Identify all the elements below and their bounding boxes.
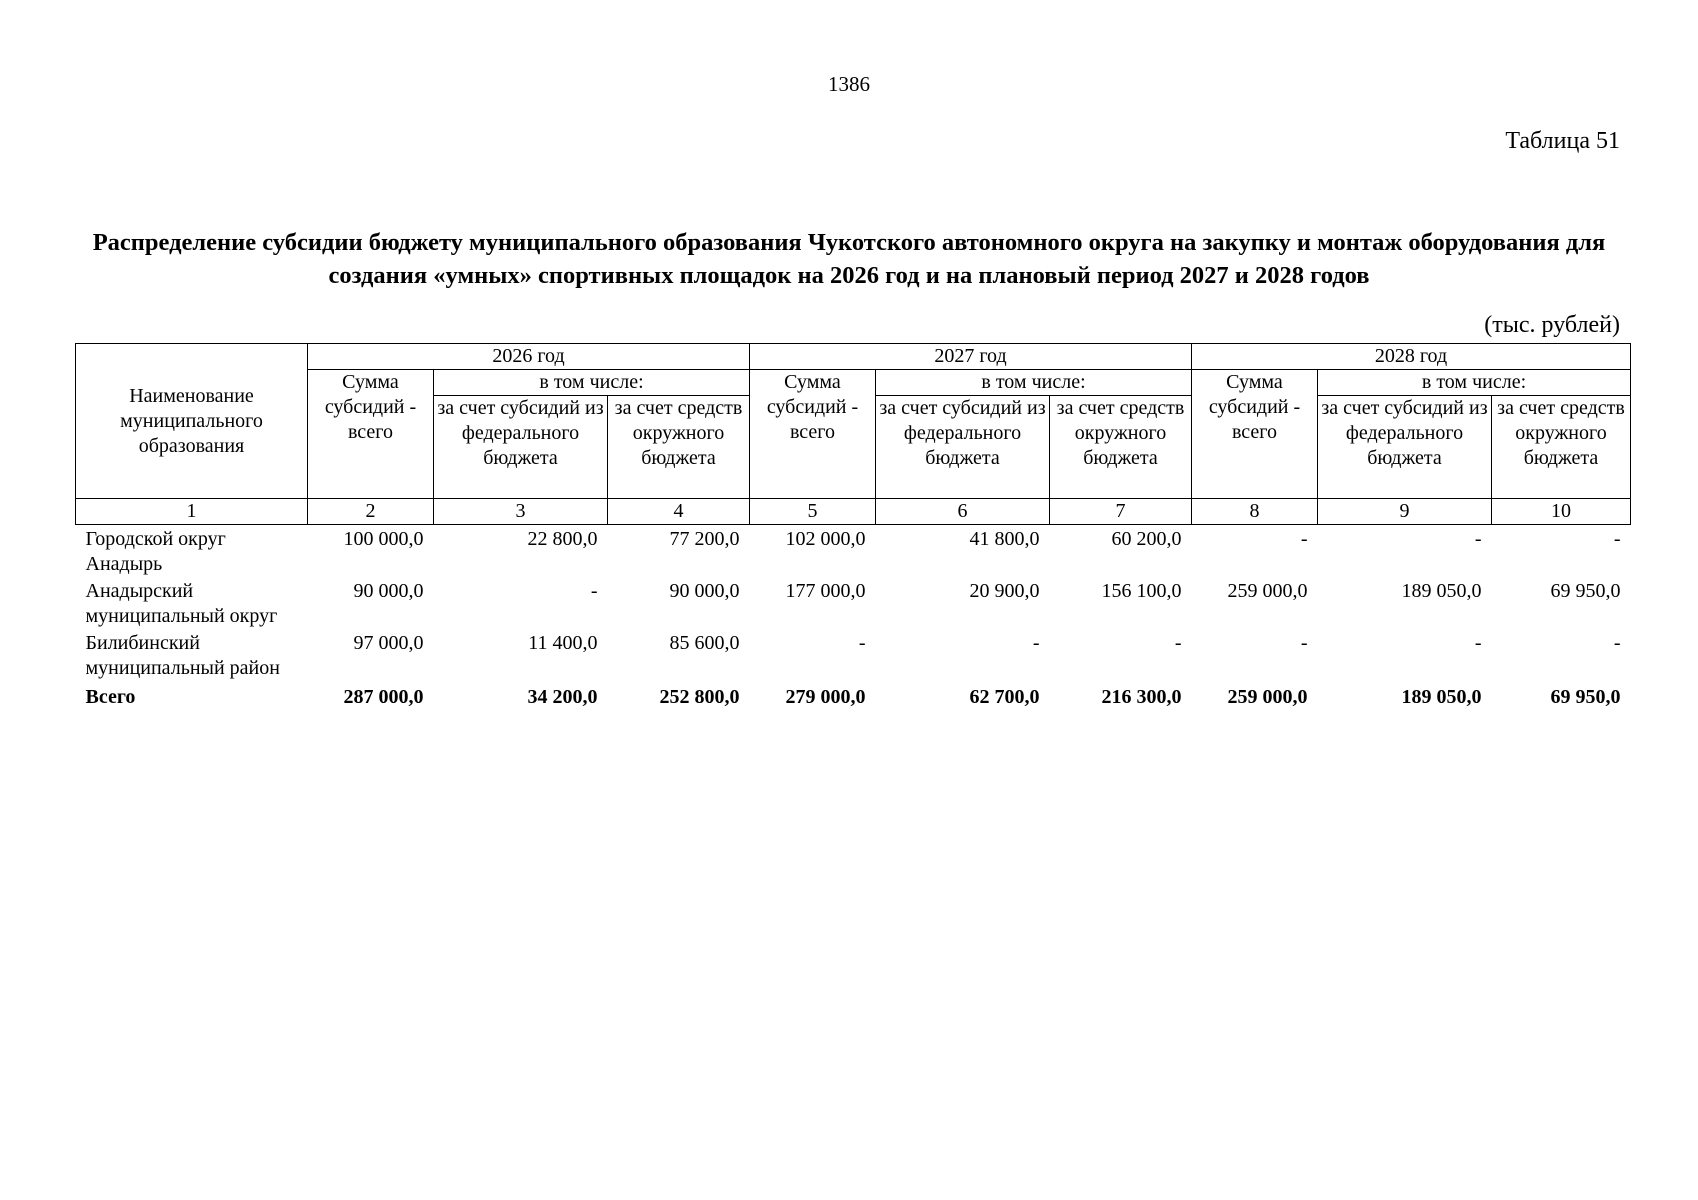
table-cell: 259 000,0 [1227,580,1308,602]
unit-note: (тыс. рублей) [1484,312,1620,338]
table-cell: 90 000,0 [353,580,424,602]
header-name-column: Наименование муниципального образования [76,344,308,499]
table-cell: 90 000,0 [669,580,740,602]
column-number: 1 [76,499,308,525]
table-cell: - [1613,632,1621,654]
table-cell: - [1474,528,1482,550]
table-cell: 85 600,0 [669,632,740,654]
table-cell: 60 200,0 [1111,528,1182,550]
total-cell: 216 300,0 [1101,686,1182,708]
table-caption: Таблица 51 [1505,128,1620,154]
column-number: 4 [608,499,750,525]
table-cell: 100 000,0 [343,528,424,550]
total-cell: 69 950,0 [1550,686,1621,708]
page-number: 1386 [828,72,870,96]
table-cell: 156 100,0 [1101,580,1182,602]
header-year-2028: 2028 год [1192,344,1631,370]
total-cell: 62 700,0 [969,686,1040,708]
table-row [76,525,1631,578]
header-federal-2027: за счет субсидий из федерального бюджета [876,396,1050,499]
column-number: 7 [1050,499,1192,525]
header-total-2026: Сумма субсидий - всего [308,370,434,499]
header-including-2026: в том числе: [434,370,750,396]
total-cell: 287 000,0 [343,686,424,708]
document-title: Распределение субсидии бюджету муниципального образования Чукотского автономного округа на закупку и монтаж оборудования для создания «умных» спортивных площадок на 2026 год и на плановый период 2027 и 2028 годов [92,229,1606,289]
table-cell: 69 950,0 [1550,580,1621,602]
table-row [76,577,1631,629]
table-cell: - [1174,632,1182,654]
table-cell: 11 400,0 [528,632,598,654]
header-year-2026: 2026 год [308,344,750,370]
table-cell: - [1474,632,1482,654]
column-number: 8 [1192,499,1318,525]
table-cell: - [1613,528,1621,550]
municipality-name: Анадырский муниципальный округ [85,580,278,627]
table-cell: 102 000,0 [785,528,866,550]
header-total-2028: Сумма субсидий - всего [1192,370,1318,499]
table-cell: - [1300,528,1308,550]
header-total-2027: Сумма субсидий - всего [750,370,876,499]
column-number: 3 [434,499,608,525]
table-row [76,629,1631,681]
total-cell: 34 200,0 [527,686,598,708]
column-number: 9 [1318,499,1492,525]
table-cell: - [590,580,598,602]
total-cell: 252 800,0 [659,686,740,708]
table-cell: 97 000,0 [353,632,424,654]
subsidy-table [75,343,1631,710]
header-including-2028: в том числе: [1318,370,1631,396]
total-row [76,681,1631,710]
table-cell: 189 050,0 [1401,580,1482,602]
header-district-2028: за счет средств окружного бюджета [1492,396,1631,499]
table-cell: 77 200,0 [669,528,740,550]
table-cell: 22 800,0 [527,528,598,550]
table-cell: 41 800,0 [969,528,1040,550]
total-cell: 189 050,0 [1401,686,1482,708]
column-number: 6 [876,499,1050,525]
table-cell: - [858,632,866,654]
total-label: Всего [85,686,136,708]
header-year-2027: 2027 год [750,344,1192,370]
column-number: 5 [750,499,876,525]
table-cell: 20 900,0 [969,580,1040,602]
table-cell: - [1032,632,1040,654]
column-number: 2 [308,499,434,525]
column-number: 10 [1492,499,1631,525]
table-cell: - [1300,632,1308,654]
header-district-2026: за счет средств окружного бюджета [608,396,750,499]
header-federal-2028: за счет субсидий из федерального бюджета [1318,396,1492,499]
total-cell: 279 000,0 [785,686,866,708]
total-cell: 259 000,0 [1227,686,1308,708]
municipality-name: Городской округ Анадырь [85,528,226,575]
header-including-2027: в том числе: [876,370,1192,396]
table-cell: 177 000,0 [785,580,866,602]
municipality-name: Билибинский муниципальный район [85,632,280,679]
header-federal-2026: за счет субсидий из федерального бюджета [434,396,608,499]
header-district-2027: за счет средств окружного бюджета [1050,396,1192,499]
